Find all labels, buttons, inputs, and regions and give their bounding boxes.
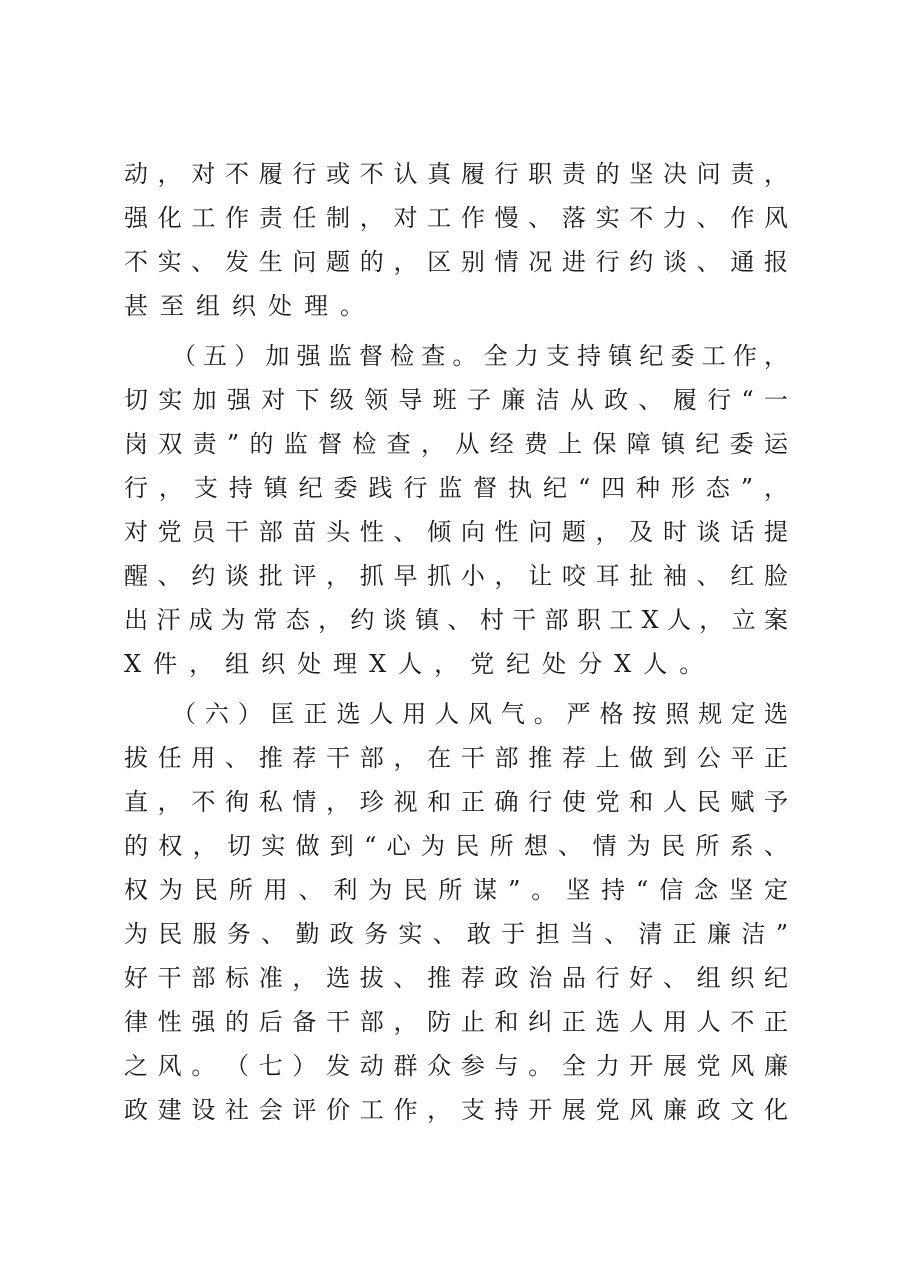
text-line: 为​民​服​务​、​勤​政​务​实​、​敢​于​担​当​、​清​正​廉​洁​” (124, 920, 788, 948)
text-line: 权​为​民​所​用​、​利​为​民​所​谋​”​。​坚​持​“​信​念​坚​定 (124, 876, 788, 904)
text-line: 行​，​支​持​镇​纪​委​践​行​监​督​执​纪​“​四​种​形​态​”​， (124, 474, 788, 502)
text-line: 不​实​、​发​生​问​题​的​，​区​别​情​况​进​行​约​谈​、​通​报 (124, 248, 788, 276)
text-line: 直​，​不​徇​私​情​，​珍​视​和​正​确​行​使​党​和​人​民​赋​予 (124, 788, 788, 816)
paragraph-heading-line: （​六​）​匡​正​选​人​用​人​风​气​。​严​格​按​照​规​定​选 (172, 700, 788, 728)
text-line: 切​实​加​强​对​下​级​领​导​班​子​廉​洁​从​政​、​履​行​“​一 (124, 386, 788, 414)
text-line: 岗​双​责​”​的​监​督​检​查​，​从​经​费​上​保​障​镇​纪​委​运 (124, 430, 788, 458)
body-text (124, 152, 788, 1132)
text-line: 好​干​部​标​准​，​选​拔​、​推​荐​政​治​品​行​好​、​组​织​纪 (124, 964, 788, 992)
paragraph-heading-line: （​五​）​加​强​监​督​检​查​。​全​力​支​持​镇​纪​委​工​作​， (172, 342, 788, 370)
text-line: 出​汗​成​为​常​态​，​约​谈​镇​、​村​干​部​职​工​X​人​，​立​案 (124, 606, 788, 634)
text-line: 的​权​，​切​实​做​到​“​心​为​民​所​想​、​情​为​民​所​系​、 (124, 832, 788, 860)
text-line: 之​风​。​（​七​）​发​动​群​众​参​与​。​全​力​开​展​党​风​廉 (124, 1052, 788, 1080)
text-line: 醒​、​约​谈​批​评​，​抓​早​抓​小​，​让​咬​耳​扯​袖​、​红​脸 (124, 562, 788, 590)
text-line: 对​党​员​干​部​苗​头​性​、​倾​向​性​问​题​，​及​时​谈​话​提 (124, 518, 788, 546)
text-line: 动​，​对​不​履​行​或​不​认​真​履​行​职​责​的​坚​决​问​责​， (124, 160, 788, 188)
text-line: 强​化​工​作​责​任​制​，​对​工​作​慢​、​落​实​不​力​、​作​风 (124, 204, 788, 232)
text-line: 甚至组织处理。 (124, 292, 376, 320)
text-line: 拔​任​用​、​推​荐​干​部​，​在​干​部​推​荐​上​做​到​公​平​正 (124, 744, 788, 772)
text-line: 政​建​设​社​会​评​价​工​作​，​支​持​开​展​党​风​廉​政​文​化 (124, 1096, 788, 1124)
text-line: 律​性​强​的​后​备​干​部​，​防​止​和​纠​正​选​人​用​人​不​正 (124, 1008, 788, 1036)
text-line: X件，组织处理X人，党纪处分X人。 (124, 650, 716, 678)
